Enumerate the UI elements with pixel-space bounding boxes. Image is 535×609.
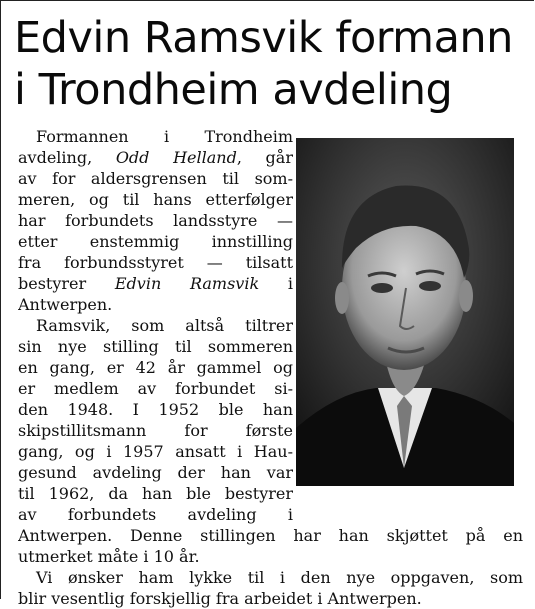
text-line: fra forbundsstyret — tilsatt: [18, 253, 293, 272]
text-line: til 1962, da han ble bestyrer: [18, 484, 293, 503]
text-line: den 1948. I 1952 ble han: [18, 400, 293, 419]
text-span: avdeling,: [18, 148, 116, 167]
text-line: blir vesentlig forskjellig fra arbeidet i Antwerpen.: [18, 589, 422, 608]
text-line: etter enstemmig innstilling: [18, 232, 293, 251]
text-line: [18, 147, 293, 168]
article-headline: [14, 12, 524, 116]
text-line: meren, og til hans etterfølger: [18, 190, 293, 209]
text-span: , går: [236, 148, 293, 167]
text-span: i: [259, 274, 293, 293]
text-line: Vi ønsker ham lykke til i den nye oppgaven, som: [36, 568, 523, 587]
headline-line-2: i Trondheim avdeling: [14, 65, 453, 115]
text-line: har forbundets landsstyre —: [18, 211, 293, 230]
text-line: sin nye stilling til sommeren: [18, 337, 293, 356]
person-name: Edvin Ramsvik: [114, 274, 260, 293]
headline-line-1: Edvin Ramsvik formann: [14, 13, 513, 63]
text-line: av for aldersgrensen til som-: [18, 169, 293, 188]
text-line: Antwerpen. Denne stillingen har han skjøttet på en: [18, 526, 523, 545]
paragraph-2: [18, 315, 528, 567]
text-line: utmerket måte i 10 år.: [18, 547, 200, 566]
text-line: en gang, er 42 år gammel og: [18, 358, 293, 377]
paragraph-1: [18, 126, 528, 315]
text-line: [18, 273, 293, 294]
text-line: gesund avdeling der han var: [18, 463, 293, 482]
article-body: [18, 126, 528, 609]
text-line: Antwerpen.: [18, 295, 113, 314]
text-line: Formannen i Trondheim: [36, 127, 293, 146]
text-line: skipstillitsmann for første: [18, 421, 293, 440]
text-line: gang, og i 1957 ansatt i Hau-: [18, 442, 293, 461]
text-line: Ramsvik, som altså tiltrer: [36, 316, 293, 335]
text-span: bestyrer: [18, 274, 115, 293]
text-line: er medlem av forbundet si-: [18, 379, 293, 398]
person-name: Odd Helland: [115, 148, 237, 167]
text-line: av forbundets avdeling i: [18, 505, 293, 524]
paragraph-3: [18, 567, 528, 609]
